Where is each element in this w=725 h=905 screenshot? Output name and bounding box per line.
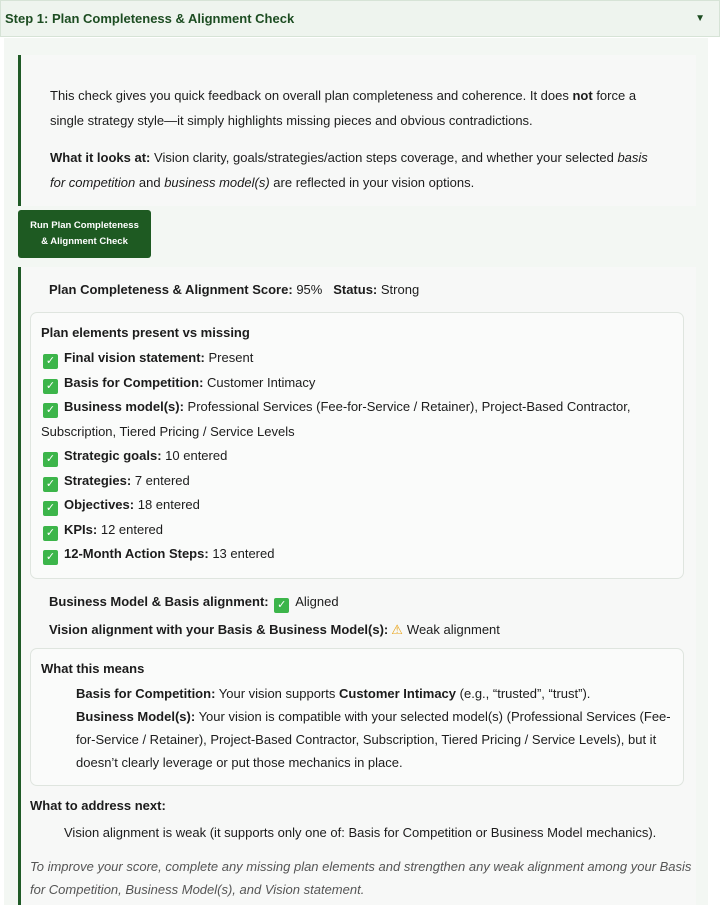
list-item: ✓ Business model(s): Professional Services (Fee-for-Service / Retainer), Project-Based Contractor, Subscription, Tiered Pricing / Service Levels (41, 399, 631, 439)
plan-elements-card (30, 312, 684, 579)
check-icon: ✓ (43, 403, 58, 418)
score-line: Plan Completeness & Alignment Score: 95% Status: Strong (49, 282, 420, 297)
list-item: ✓ Objectives: 18 entered (41, 493, 673, 518)
step-title: Step 1: Plan Completeness & Alignment Check (5, 11, 295, 26)
footer-note: To improve your score, complete any missing plan elements and strengthen any weak alignment among your Basis for Competition, Business Model(s), and Vision statement. (30, 859, 692, 897)
list-item: ✓ KPIs: 12 entered (41, 518, 673, 543)
list-item: ✓ 12-Month Action Steps: 13 entered (41, 542, 673, 567)
vision-alignment: Vision alignment with your Basis & Business Model(s): ⚠ Weak alignment (49, 622, 500, 637)
check-icon: ✓ (43, 452, 58, 467)
check-icon: ✓ (43, 550, 58, 565)
check-icon: ✓ (43, 379, 58, 394)
chevron-down-icon[interactable]: ▼ (695, 13, 705, 24)
next-item: Vision alignment is weak (it supports only one of: Basis for Competition or Business Model mechanics). (64, 825, 657, 840)
check-icon: ✓ (43, 526, 58, 541)
bm-basis-alignment: Business Model & Basis alignment: ✓ Aligned (49, 594, 339, 611)
intro-box (18, 55, 696, 206)
what-this-means-title: What this means (41, 661, 145, 676)
results-box (18, 267, 696, 905)
list-item: ✓ Strategies: 7 entered (41, 469, 673, 494)
intro-paragraph: This check gives you quick feedback on overall plan completeness and coherence. It does not force a single strategy style—it simply highlights missing pieces and obvious contradictions. (50, 88, 637, 128)
list-item: ✓ Strategic goals: 10 entered (41, 444, 673, 469)
list-item: ✓ Basis for Competition: Customer Intimacy (41, 371, 673, 396)
means-basis: Basis for Competition: Your vision supports Customer Intimacy (e.g., “trusted”, “trust”). (76, 686, 591, 701)
check-icon: ✓ (43, 477, 58, 492)
plan-elements-title: Plan elements present vs missing (41, 325, 250, 340)
next-title: What to address next: (30, 798, 166, 813)
what-this-means-card (30, 648, 684, 786)
check-icon: ✓ (43, 354, 58, 369)
step-1-header[interactable] (0, 0, 720, 37)
warning-icon: ⚠ (391, 622, 403, 637)
list-item: ✓ Final vision statement: Present (41, 346, 673, 371)
check-icon: ✓ (43, 501, 58, 516)
means-business-model: Business Model(s): Your vision is compatible with your selected model(s) (Professional Services (Fee-for-Service / Retainer), Project-Based Contractor, Subscription, Tiered Pricing / Service Levels), but it doesn’t clearly leverage or put those mechanics in place. (76, 709, 671, 770)
check-icon: ✓ (274, 598, 289, 613)
score-value: 95% (296, 282, 323, 297)
run-check-button[interactable]: Run Plan Completeness & Alignment Check (18, 210, 151, 258)
intro-what-it-looks-at: What it looks at: Vision clarity, goals/strategies/action steps coverage, and whether your selected basis for competition and business model(s) are reflected in your vision options. (50, 150, 648, 190)
status-value: Strong (380, 282, 420, 297)
